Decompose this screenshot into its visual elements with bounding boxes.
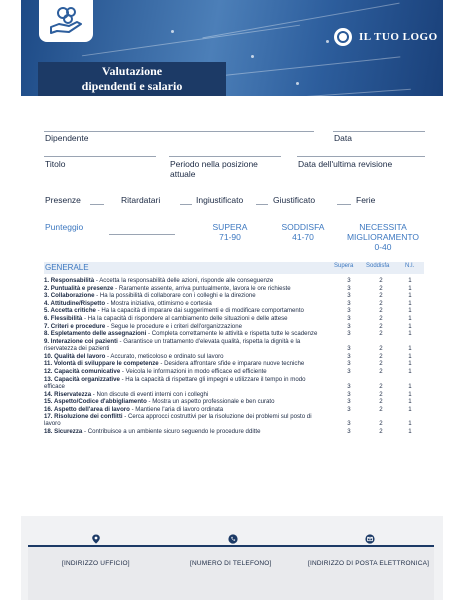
rating-d[interactable]: 2 (379, 360, 383, 368)
supera-label: SUPERA (212, 222, 248, 232)
rating-d[interactable]: 2 (379, 330, 383, 338)
row-title: 1. Responsabilità (44, 277, 95, 284)
row-title: 2. Puntualità e presenze (44, 284, 114, 292)
necessita-line-2: MIGLIORAMENTO (346, 232, 420, 242)
periodo-label-line-2: attuale (170, 169, 196, 179)
revisione-field-line[interactable] (297, 156, 425, 157)
row-description: - Ha la capacità di imparare dai suggerimenti e di modificare comportamento (95, 307, 304, 315)
generale-title: GENERALE (45, 263, 89, 272)
score-supera (200, 222, 260, 242)
row-description: - Mantiene l'aria di lavoro ordinata (129, 405, 224, 413)
row-text (44, 368, 330, 375)
rating-n[interactable]: 1 (408, 368, 412, 375)
rating-n[interactable]: 1 (408, 277, 412, 284)
row-description: - Accetta la responsabilità delle azioni, risponde alle conseguenze (94, 277, 274, 284)
row-title: 18. Sicurezza (44, 428, 83, 436)
row-description: - Accurato, meticoloso e ordinato sul lavoro (105, 352, 224, 360)
rating-n[interactable]: 1 (408, 398, 412, 406)
row-text (44, 413, 330, 427)
row-text (44, 376, 330, 390)
rating-d[interactable]: 2 (379, 368, 383, 375)
row-description: - Ha la possibilità di collaborare con i colleghi e la direzione (94, 292, 256, 300)
rating-n[interactable]: 1 (408, 390, 412, 398)
periodo-label (170, 159, 258, 179)
rating-s[interactable]: 3 (347, 390, 351, 398)
presenze-field-line[interactable] (90, 204, 104, 205)
row-text (44, 353, 330, 360)
rating-d[interactable]: 2 (379, 284, 383, 292)
row-description: - Segue le procedure e i criteri dell'organizzazione (105, 322, 242, 330)
rating-s[interactable]: 3 (347, 322, 351, 330)
col-supera-header: Supera (334, 263, 354, 269)
rating-n[interactable]: 1 (408, 344, 412, 352)
title-line-2: dipendenti e salario (81, 79, 183, 93)
revisione-label: Data dell'ultima revisione (298, 159, 393, 169)
header-icon-box (39, 0, 93, 42)
row-description: - Veicola le informazioni in modo efficace ed efficiente (120, 368, 267, 375)
row-description: - Cerca approcci costruttivi per la risoluzione dei problemi sul posto di (122, 413, 312, 421)
rating-s[interactable]: 3 (347, 398, 351, 406)
row-title: 10. Qualità del lavoro (44, 352, 106, 360)
giustificato-label: Giustificato (273, 195, 316, 205)
document-title (38, 62, 226, 96)
row-description: - Desidera affrontare sfide e imparare nuove tecniche (158, 360, 305, 368)
rating-n[interactable]: 1 (408, 360, 412, 368)
rating-s[interactable]: 3 (347, 428, 351, 436)
row-text (44, 391, 330, 398)
rating-n[interactable]: 1 (408, 420, 412, 428)
row-description: - Completa correttamente le attività e rispetta tutte le scadenze (146, 330, 318, 338)
rating-d[interactable]: 2 (379, 307, 383, 315)
rating-s[interactable]: 3 (347, 360, 351, 368)
punteggio-label: Punteggio (45, 222, 84, 232)
rating-d[interactable]: 2 (379, 322, 383, 330)
rating-d[interactable]: 2 (379, 428, 383, 436)
rating-s[interactable]: 3 (347, 277, 351, 284)
footer-email: [INDIRIZZO DI POSTA ELETTRONICA] (308, 560, 430, 567)
row-description: - Contribuisce a un ambiente sicuro seguendo le procedure dditte (82, 428, 261, 436)
row-description: - Raramente assente, arriva puntualmente, lavora le ore richieste (113, 284, 291, 292)
data-field-line[interactable] (333, 131, 425, 132)
row-title: 17. Risoluzione dei conflitti (44, 413, 123, 421)
row-description: - Non discute di eventi interni con i colleghi (91, 390, 209, 398)
dipendente-label: Dipendente (45, 133, 89, 143)
titolo-field-line[interactable] (44, 156, 156, 157)
giustificato-field-line[interactable] (337, 204, 351, 205)
row-text (44, 285, 330, 292)
rating-s[interactable]: 3 (347, 315, 351, 322)
score-necessita (338, 222, 428, 252)
rating-n[interactable]: 1 (408, 352, 412, 360)
row-title: 11. Volontà di sviluppare le competenze (44, 360, 159, 368)
punteggio-field-line[interactable] (109, 234, 175, 235)
data-label: Data (334, 133, 352, 143)
supera-range: 71-90 (219, 232, 241, 242)
row-text (44, 428, 330, 435)
row-description-continued: efficace (44, 382, 65, 390)
rating-d[interactable]: 2 (379, 344, 383, 352)
row-text (44, 300, 330, 307)
rating-n[interactable]: 1 (408, 292, 412, 300)
rating-s[interactable]: 3 (347, 307, 351, 315)
row-description: - Mostra iniziativa, ottimismo e cortesia (105, 299, 212, 307)
ingiustificato-field-line[interactable] (256, 204, 268, 205)
dipendente-field-line[interactable] (44, 131, 314, 132)
rating-s[interactable]: 3 (347, 284, 351, 292)
row-text (44, 323, 330, 330)
rating-n[interactable]: 1 (408, 284, 412, 292)
rating-s[interactable]: 3 (347, 420, 351, 428)
rating-d[interactable]: 2 (379, 420, 383, 428)
row-text (44, 338, 330, 352)
row-text (44, 398, 330, 405)
row-text (44, 277, 330, 284)
rating-d[interactable]: 2 (379, 292, 383, 300)
row-text (44, 330, 330, 337)
rating-n[interactable]: 1 (408, 428, 412, 436)
location-pin-icon (91, 534, 101, 544)
row-title: 3. Collaborazione (44, 292, 95, 300)
logo-ring-icon (334, 28, 352, 46)
row-title: 14. Riservatezza (44, 390, 92, 398)
rating-d[interactable]: 2 (379, 398, 383, 406)
row-title: 5. Accetta critiche (44, 307, 96, 315)
rating-d[interactable]: 2 (379, 390, 383, 398)
footer (28, 547, 434, 600)
periodo-field-line[interactable] (169, 156, 281, 157)
logo-text: IL TUO LOGO (359, 31, 438, 43)
soddisfa-label: SODDISFA (281, 222, 325, 232)
email-icon (365, 534, 375, 544)
rating-s[interactable]: 3 (347, 330, 351, 338)
row-text (44, 315, 330, 322)
rating-s[interactable]: 3 (347, 299, 351, 307)
row-text (44, 360, 330, 367)
row-text (44, 307, 330, 314)
ingiustificato-label: Ingiustificato (196, 195, 244, 205)
row-description-continued: riservatezza dei pazienti (44, 344, 110, 352)
rating-s[interactable]: 3 (347, 382, 351, 390)
rating-d[interactable]: 2 (379, 315, 383, 322)
rating-s[interactable]: 3 (347, 292, 351, 300)
rating-d[interactable]: 2 (379, 382, 383, 390)
rating-n[interactable]: 1 (408, 299, 412, 307)
row-title: 6. Flessibilità (44, 315, 83, 322)
row-description: - Garantisce un trattamento d'elevata qualità, rispetta la dignità e la (117, 337, 301, 345)
col-soddisfa-header: Soddisfa (366, 263, 390, 269)
titolo-label: Titolo (45, 159, 66, 169)
row-text (44, 292, 330, 299)
necessita-range: 0-40 (374, 242, 392, 252)
rating-d[interactable]: 2 (379, 277, 383, 284)
footer-phone: [NUMERO DI TELEFONO] (190, 560, 272, 567)
row-title: 16. Aspetto dell'area di lavoro (44, 405, 130, 413)
rating-n[interactable]: 1 (408, 307, 412, 315)
rating-n[interactable]: 1 (408, 322, 412, 330)
rating-n[interactable]: 1 (408, 330, 412, 338)
periodo-label-line-1: Periodo nella posizione (170, 159, 258, 169)
necessita-line-1: NECESSITA (359, 222, 407, 232)
hand-money-icon (39, 0, 93, 42)
rating-d[interactable]: 2 (379, 405, 383, 413)
footer-address: [INDIRIZZO UFFICIO] (62, 560, 130, 567)
row-title: 4. Attitudine/Rispetto (44, 299, 106, 307)
row-title: 7. Criteri e procedure (44, 322, 106, 330)
score-soddisfa (273, 222, 333, 242)
phone-icon (228, 534, 238, 544)
row-description: - Mostra un aspetto professionale e ben curato (146, 398, 275, 406)
row-title: 8. Espletamento delle assegnazioni (44, 330, 147, 338)
rating-d[interactable]: 2 (379, 352, 383, 360)
rating-s[interactable]: 3 (347, 344, 351, 352)
company-logo (334, 28, 438, 46)
rating-n[interactable]: 1 (408, 405, 412, 413)
ritardatari-field-line[interactable] (180, 204, 192, 205)
rating-s[interactable]: 3 (347, 352, 351, 360)
row-title: 12. Capacità comunicative (44, 368, 121, 375)
ferie-label: Ferie (356, 195, 376, 205)
row-title: 13. Capacità organizzative (44, 375, 120, 383)
presenze-label: Presenze (45, 195, 81, 205)
row-description: - Ha la capacità di rispettare gli impegni e utilizzare il tempo in modo (119, 375, 306, 383)
col-ni-header: N.I. (405, 263, 415, 269)
soddisfa-range: 41-70 (292, 232, 314, 242)
row-text (44, 406, 330, 413)
row-description-continued: lavoro (44, 420, 61, 428)
rating-n[interactable]: 1 (408, 315, 412, 322)
rating-s[interactable]: 3 (347, 405, 351, 413)
rating-s[interactable]: 3 (347, 368, 351, 375)
rating-n[interactable]: 1 (408, 382, 412, 390)
rating-d[interactable]: 2 (379, 299, 383, 307)
row-description: - Ha la capacità di rispondere al cambiamento delle situazioni e delle attese (82, 315, 288, 322)
title-line-1: Valutazione (101, 64, 163, 78)
row-title: 15. Aspetto/Codice d'abbigliamento (44, 398, 147, 406)
row-title: 9. Interazione coi pazienti (44, 337, 118, 345)
ritardatari-label: Ritardatari (121, 195, 161, 205)
